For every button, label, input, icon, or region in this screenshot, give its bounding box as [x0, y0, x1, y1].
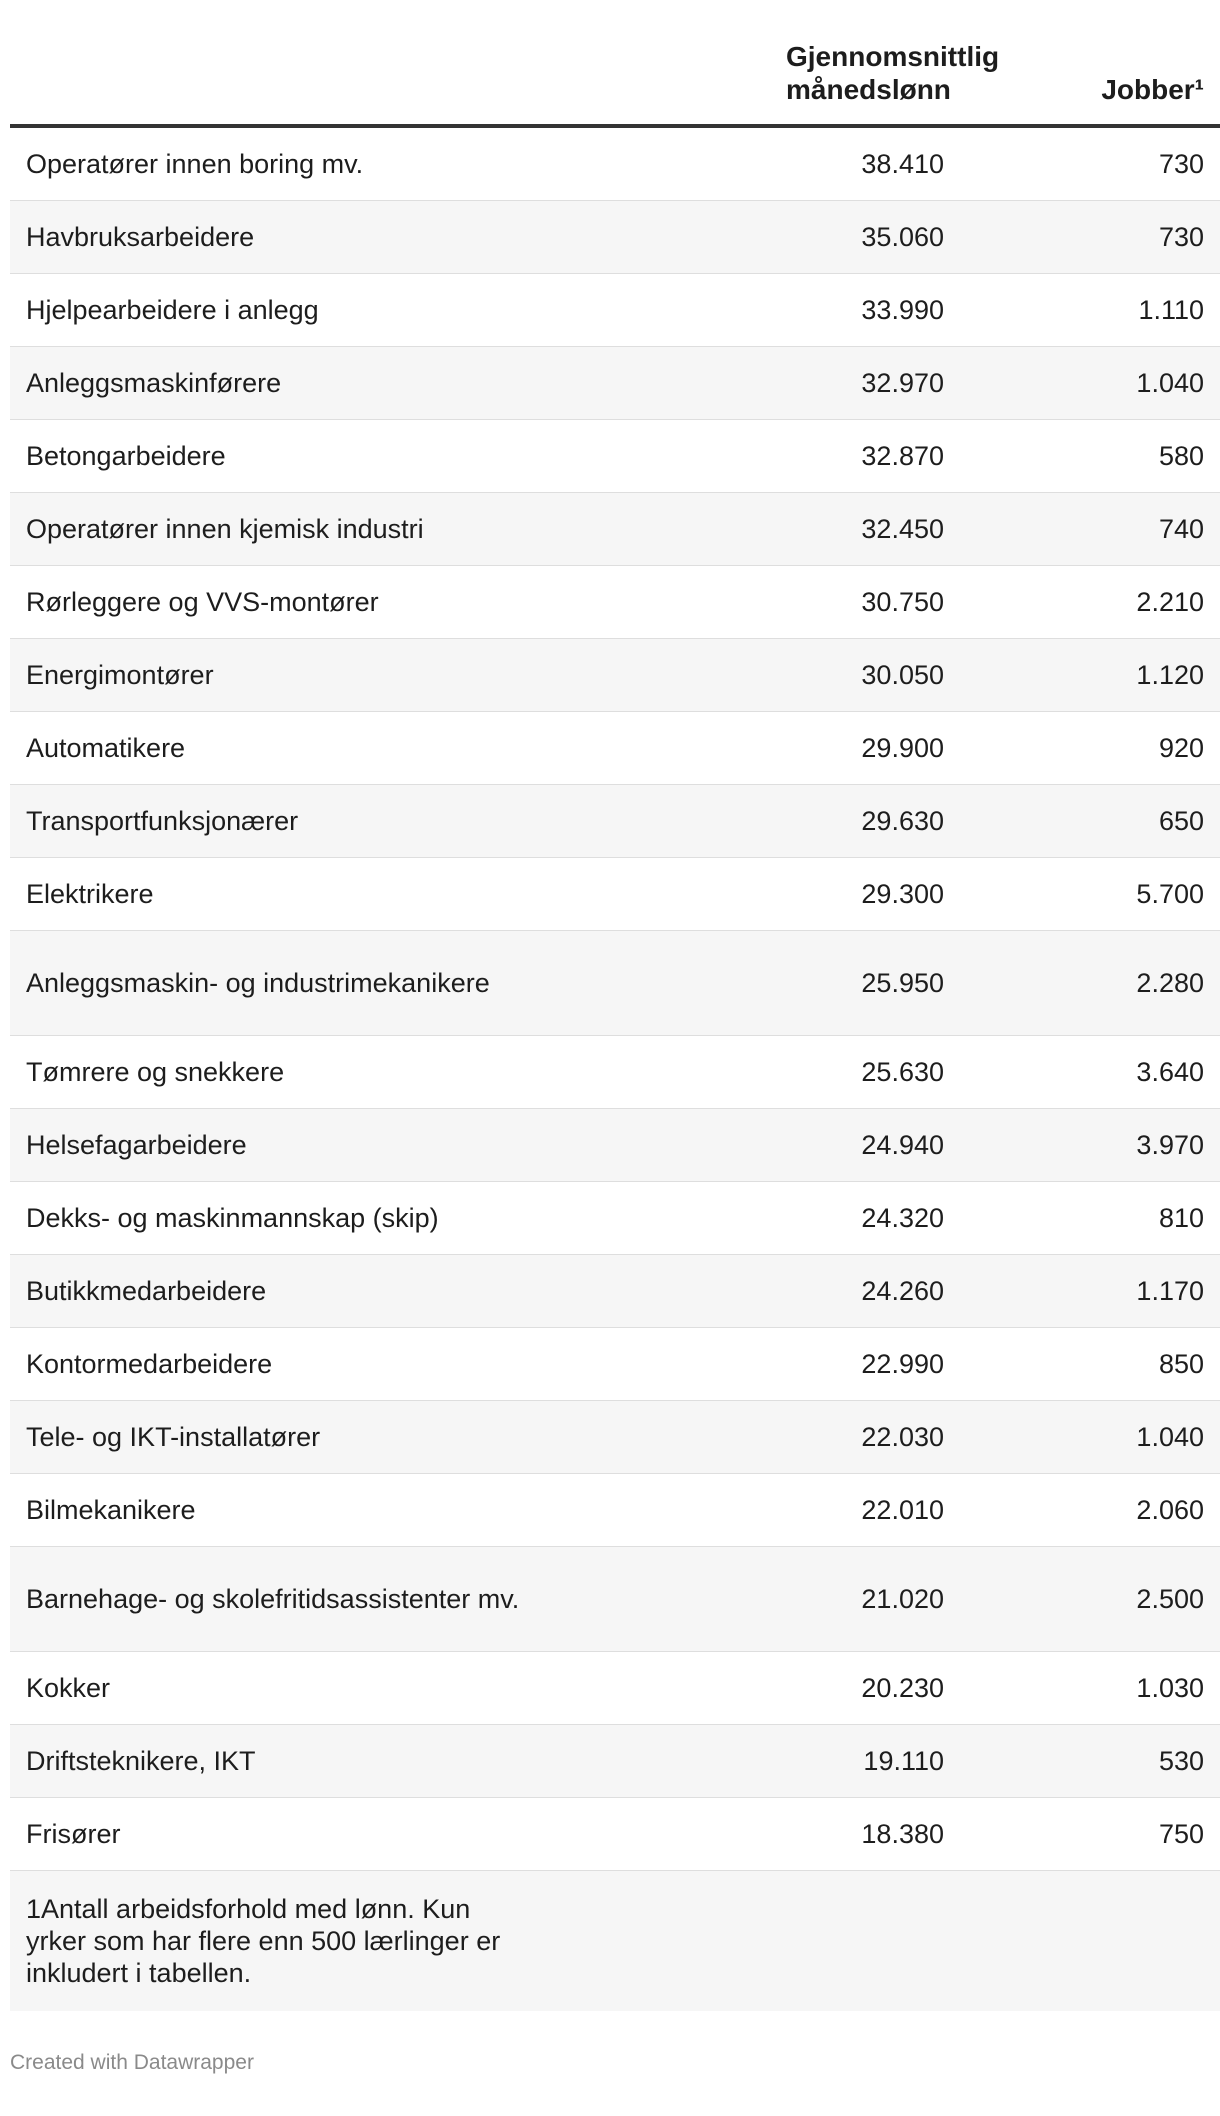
cell-salary: 22.990 [770, 1328, 960, 1401]
cell-occupation: Hjelpearbeidere i anlegg [10, 274, 770, 347]
table-row [10, 126, 1220, 201]
cell-jobs: 1.120 [960, 639, 1220, 712]
table-row [10, 639, 1220, 712]
cell-salary: 20.230 [770, 1652, 960, 1725]
cell-salary: 32.870 [770, 420, 960, 493]
cell-salary: 29.900 [770, 712, 960, 785]
cell-salary: 24.940 [770, 1109, 960, 1182]
cell-salary: 32.970 [770, 347, 960, 420]
cell-jobs: 3.970 [960, 1109, 1220, 1182]
datawrapper-credit[interactable]: Created with Datawrapper [10, 2051, 254, 2074]
cell-occupation: Frisører [10, 1798, 770, 1871]
cell-jobs: 750 [960, 1798, 1220, 1871]
cell-occupation: Tele- og IKT-installatører [10, 1401, 770, 1474]
cell-salary: 25.950 [770, 931, 960, 1036]
cell-occupation: Operatører innen boring mv. [10, 126, 770, 201]
cell-salary: 21.020 [770, 1547, 960, 1652]
cell-jobs: 730 [960, 201, 1220, 274]
cell-jobs: 650 [960, 785, 1220, 858]
cell-jobs: 5.700 [960, 858, 1220, 931]
cell-jobs: 1.170 [960, 1255, 1220, 1328]
footnote [10, 1871, 1220, 2011]
cell-jobs: 740 [960, 493, 1220, 566]
table-row [10, 931, 1220, 1036]
table-row [10, 347, 1220, 420]
cell-occupation: Barnehage- og skolefritidsassistenter mv. [10, 1547, 770, 1652]
cell-jobs: 580 [960, 420, 1220, 493]
cell-occupation: Energimontører [10, 639, 770, 712]
table-row [10, 566, 1220, 639]
cell-salary: 18.380 [770, 1798, 960, 1871]
table-row [10, 1798, 1220, 1871]
cell-occupation: Kokker [10, 1652, 770, 1725]
cell-occupation: Helsefagarbeidere [10, 1109, 770, 1182]
cell-salary: 33.990 [770, 274, 960, 347]
cell-occupation: Operatører innen kjemisk industri [10, 493, 770, 566]
cell-jobs: 1.110 [960, 274, 1220, 347]
cell-salary: 29.300 [770, 858, 960, 931]
cell-salary: 22.010 [770, 1474, 960, 1547]
cell-occupation: Transportfunksjonærer [10, 785, 770, 858]
cell-salary: 38.410 [770, 126, 960, 201]
cell-jobs: 2.280 [960, 931, 1220, 1036]
table-row [10, 858, 1220, 931]
table-row [10, 201, 1220, 274]
cell-salary: 24.260 [770, 1255, 960, 1328]
salary-table [10, 0, 1220, 1871]
table-row [10, 712, 1220, 785]
cell-occupation: Elektrikere [10, 858, 770, 931]
cell-occupation: Rørleggere og VVS-montører [10, 566, 770, 639]
cell-salary: 32.450 [770, 493, 960, 566]
table-header-row [10, 0, 1220, 126]
cell-occupation: Driftsteknikere, IKT [10, 1725, 770, 1798]
table-row [10, 274, 1220, 347]
cell-occupation: Dekks- og maskinmannskap (skip) [10, 1182, 770, 1255]
header-salary[interactable]: Gjennomsnittlig månedslønn [770, 0, 960, 126]
cell-jobs: 530 [960, 1725, 1220, 1798]
cell-jobs: 1.030 [960, 1652, 1220, 1725]
table-row [10, 1328, 1220, 1401]
table-row [10, 420, 1220, 493]
cell-occupation: Automatikere [10, 712, 770, 785]
cell-salary: 35.060 [770, 201, 960, 274]
cell-jobs: 810 [960, 1182, 1220, 1255]
footnote-text: 1Antall arbeidsforhold med lønn. Kun yrker som har flere enn 500 lærlinger er inkludert i tabellen. [26, 1894, 501, 1988]
cell-occupation: Anleggsmaskinførere [10, 347, 770, 420]
cell-occupation: Kontormedarbeidere [10, 1328, 770, 1401]
table-row [10, 785, 1220, 858]
cell-jobs: 730 [960, 126, 1220, 201]
table-row [10, 1474, 1220, 1547]
cell-salary: 30.050 [770, 639, 960, 712]
table-row [10, 1401, 1220, 1474]
table-row [10, 493, 1220, 566]
cell-jobs: 2.060 [960, 1474, 1220, 1547]
cell-salary: 22.030 [770, 1401, 960, 1474]
cell-occupation: Butikkmedarbeidere [10, 1255, 770, 1328]
cell-occupation: Bilmekanikere [10, 1474, 770, 1547]
cell-jobs: 850 [960, 1328, 1220, 1401]
cell-jobs: 2.210 [960, 566, 1220, 639]
cell-salary: 29.630 [770, 785, 960, 858]
table-row [10, 1547, 1220, 1652]
table-container [10, 0, 1220, 2075]
cell-jobs: 920 [960, 712, 1220, 785]
cell-occupation: Betongarbeidere [10, 420, 770, 493]
cell-occupation: Anleggsmaskin- og industrimekanikere [10, 931, 770, 1036]
cell-jobs: 2.500 [960, 1547, 1220, 1652]
table-row [10, 1725, 1220, 1798]
table-row [10, 1182, 1220, 1255]
table-row [10, 1036, 1220, 1109]
cell-occupation: Tømrere og snekkere [10, 1036, 770, 1109]
cell-salary: 19.110 [770, 1725, 960, 1798]
cell-jobs: 1.040 [960, 1401, 1220, 1474]
table-body [10, 126, 1220, 1871]
cell-salary: 24.320 [770, 1182, 960, 1255]
cell-occupation: Havbruksarbeidere [10, 201, 770, 274]
table-row [10, 1109, 1220, 1182]
header-jobs[interactable]: Jobber¹ [960, 0, 1220, 126]
cell-jobs: 3.640 [960, 1036, 1220, 1109]
header-occupation [10, 0, 770, 126]
cell-jobs: 1.040 [960, 347, 1220, 420]
cell-salary: 30.750 [770, 566, 960, 639]
cell-salary: 25.630 [770, 1036, 960, 1109]
table-row [10, 1652, 1220, 1725]
table-row [10, 1255, 1220, 1328]
